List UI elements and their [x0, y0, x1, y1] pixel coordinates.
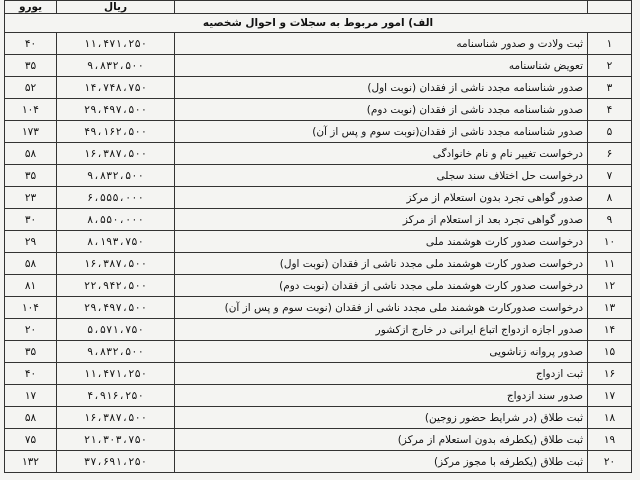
table-row [5, 385, 632, 407]
row-euro-amount: ۲۰ [5, 319, 57, 341]
row-number: ۱۶ [588, 363, 632, 385]
row-number: ۵ [588, 121, 632, 143]
row-euro-amount: ۲۹ [5, 231, 57, 253]
row-rial-amount: ۶،۵۵۵،۰۰۰ [57, 187, 175, 209]
row-euro-amount: ۵۲ [5, 77, 57, 99]
row-description: ثبت طلاق (یکطرفه بدون استعلام از مرکز) [175, 429, 588, 451]
row-description: ثبت ازدواج [175, 363, 588, 385]
row-number: ۳ [588, 77, 632, 99]
row-number: ۱۷ [588, 385, 632, 407]
table-row [5, 33, 632, 55]
row-description: صدور شناسنامه مجدد ناشی از فقدان (نوبت دوم) [175, 99, 588, 121]
fee-table [4, 0, 632, 473]
row-euro-amount: ۳۵ [5, 55, 57, 77]
table-row [5, 165, 632, 187]
table-row [5, 275, 632, 297]
row-number: ۱۰ [588, 231, 632, 253]
table-row [5, 341, 632, 363]
row-euro-amount: ۱۳۲ [5, 451, 57, 473]
row-description: ثبت ولادت و صدور شناسنامه [175, 33, 588, 55]
row-euro-amount: ۲۳ [5, 187, 57, 209]
row-description: ثبت طلاق (یکطرفه با مجوز مرکز) [175, 451, 588, 473]
table-row [5, 253, 632, 275]
row-rial-amount: ۲۹،۴۹۷،۵۰۰ [57, 99, 175, 121]
row-rial-amount: ۱۶،۳۸۷،۵۰۰ [57, 253, 175, 275]
table-row [5, 429, 632, 451]
table-row [5, 143, 632, 165]
table-row [5, 363, 632, 385]
row-description: صدور سند ازدواج [175, 385, 588, 407]
row-description: تعویض شناسنامه [175, 55, 588, 77]
header-number [588, 1, 632, 14]
row-rial-amount: ۱۴،۷۴۸،۷۵۰ [57, 77, 175, 99]
row-euro-amount: ۳۰ [5, 209, 57, 231]
row-description: درخواست حل اختلاف سند سجلی [175, 165, 588, 187]
row-description: درخواست صدور کارت هوشمند ملی مجدد ناشی از فقدان (نوبت اول) [175, 253, 588, 275]
table-row [5, 209, 632, 231]
row-number: ۷ [588, 165, 632, 187]
row-number: ۱۳ [588, 297, 632, 319]
row-rial-amount: ۸،۱۹۳،۷۵۰ [57, 231, 175, 253]
row-number: ۱۲ [588, 275, 632, 297]
row-description: ثبت طلاق (در شرایط حضور زوجین) [175, 407, 588, 429]
row-description: صدور گواهی تجرد بعد از استعلام از مرکز [175, 209, 588, 231]
row-euro-amount: ۴۰ [5, 363, 57, 385]
table-row [5, 121, 632, 143]
header-description [175, 1, 588, 14]
row-description: صدور اجازه ازدواج اتباع ایرانی در خارج ازکشور [175, 319, 588, 341]
table-row [5, 77, 632, 99]
row-rial-amount: ۱۱،۴۷۱،۲۵۰ [57, 363, 175, 385]
table-row [5, 55, 632, 77]
row-euro-amount: ۸۱ [5, 275, 57, 297]
section-title: الف) امور مربوط به سجلات و احوال شخصیه [5, 14, 632, 33]
row-rial-amount: ۴،۹۱۶،۲۵۰ [57, 385, 175, 407]
row-rial-amount: ۹،۸۳۲،۵۰۰ [57, 55, 175, 77]
row-description: صدور شناسنامه مجدد ناشی از فقدان(نوبت سوم و پس از آن) [175, 121, 588, 143]
row-number: ۴ [588, 99, 632, 121]
row-rial-amount: ۲۹،۴۹۷،۵۰۰ [57, 297, 175, 319]
row-number: ۶ [588, 143, 632, 165]
row-rial-amount: ۱۶،۳۸۷،۵۰۰ [57, 407, 175, 429]
table-row [5, 319, 632, 341]
row-rial-amount: ۵،۵۷۱،۷۵۰ [57, 319, 175, 341]
row-euro-amount: ۳۵ [5, 341, 57, 363]
row-number: ۲۰ [588, 451, 632, 473]
row-rial-amount: ۹،۸۳۲،۵۰۰ [57, 165, 175, 187]
row-euro-amount: ۱۷۳ [5, 121, 57, 143]
row-number: ۱۸ [588, 407, 632, 429]
row-euro-amount: ۷۵ [5, 429, 57, 451]
row-description: صدور شناسنامه مجدد ناشی از فقدان (نوبت اول) [175, 77, 588, 99]
row-number: ۱۵ [588, 341, 632, 363]
header-euro: یورو [5, 1, 57, 14]
row-rial-amount: ۳۷،۶۹۱،۲۵۰ [57, 451, 175, 473]
table-row [5, 231, 632, 253]
row-rial-amount: ۹،۸۳۲،۵۰۰ [57, 341, 175, 363]
row-rial-amount: ۱۶،۳۸۷،۵۰۰ [57, 143, 175, 165]
row-euro-amount: ۵۸ [5, 143, 57, 165]
row-euro-amount: ۵۸ [5, 407, 57, 429]
row-rial-amount: ۲۱،۳۰۳،۷۵۰ [57, 429, 175, 451]
row-euro-amount: ۳۵ [5, 165, 57, 187]
row-number: ۱۱ [588, 253, 632, 275]
header-rial: ریال [57, 1, 175, 14]
row-number: ۱ [588, 33, 632, 55]
row-rial-amount: ۱۱،۴۷۱،۲۵۰ [57, 33, 175, 55]
row-number: ۲ [588, 55, 632, 77]
row-euro-amount: ۱۰۴ [5, 297, 57, 319]
row-euro-amount: ۵۸ [5, 253, 57, 275]
header-row [5, 1, 632, 14]
row-rial-amount: ۸،۵۵۰،۰۰۰ [57, 209, 175, 231]
row-description: درخواست صدور کارت هوشمند ملی مجدد ناشی از فقدان (نوبت دوم) [175, 275, 588, 297]
row-euro-amount: ۱۰۴ [5, 99, 57, 121]
row-number: ۹ [588, 209, 632, 231]
table-row [5, 407, 632, 429]
row-description: صدور پروانه زناشویی [175, 341, 588, 363]
row-description: درخواست صدور کارت هوشمند ملی [175, 231, 588, 253]
row-euro-amount: ۱۷ [5, 385, 57, 407]
row-description: درخواست تغییر نام و نام خانوادگی [175, 143, 588, 165]
table-row [5, 187, 632, 209]
row-rial-amount: ۴۹،۱۶۲،۵۰۰ [57, 121, 175, 143]
row-euro-amount: ۴۰ [5, 33, 57, 55]
row-number: ۱۴ [588, 319, 632, 341]
row-number: ۱۹ [588, 429, 632, 451]
table-row [5, 451, 632, 473]
row-number: ۸ [588, 187, 632, 209]
row-description: صدور گواهی تجرد بدون استعلام از مرکز [175, 187, 588, 209]
table-row [5, 297, 632, 319]
row-description: درخواست صدورکارت هوشمند ملی مجدد ناشی از فقدان (نوبت سوم و پس از آن) [175, 297, 588, 319]
section-row [5, 14, 632, 33]
row-rial-amount: ۲۲،۹۴۲،۵۰۰ [57, 275, 175, 297]
table-row [5, 99, 632, 121]
